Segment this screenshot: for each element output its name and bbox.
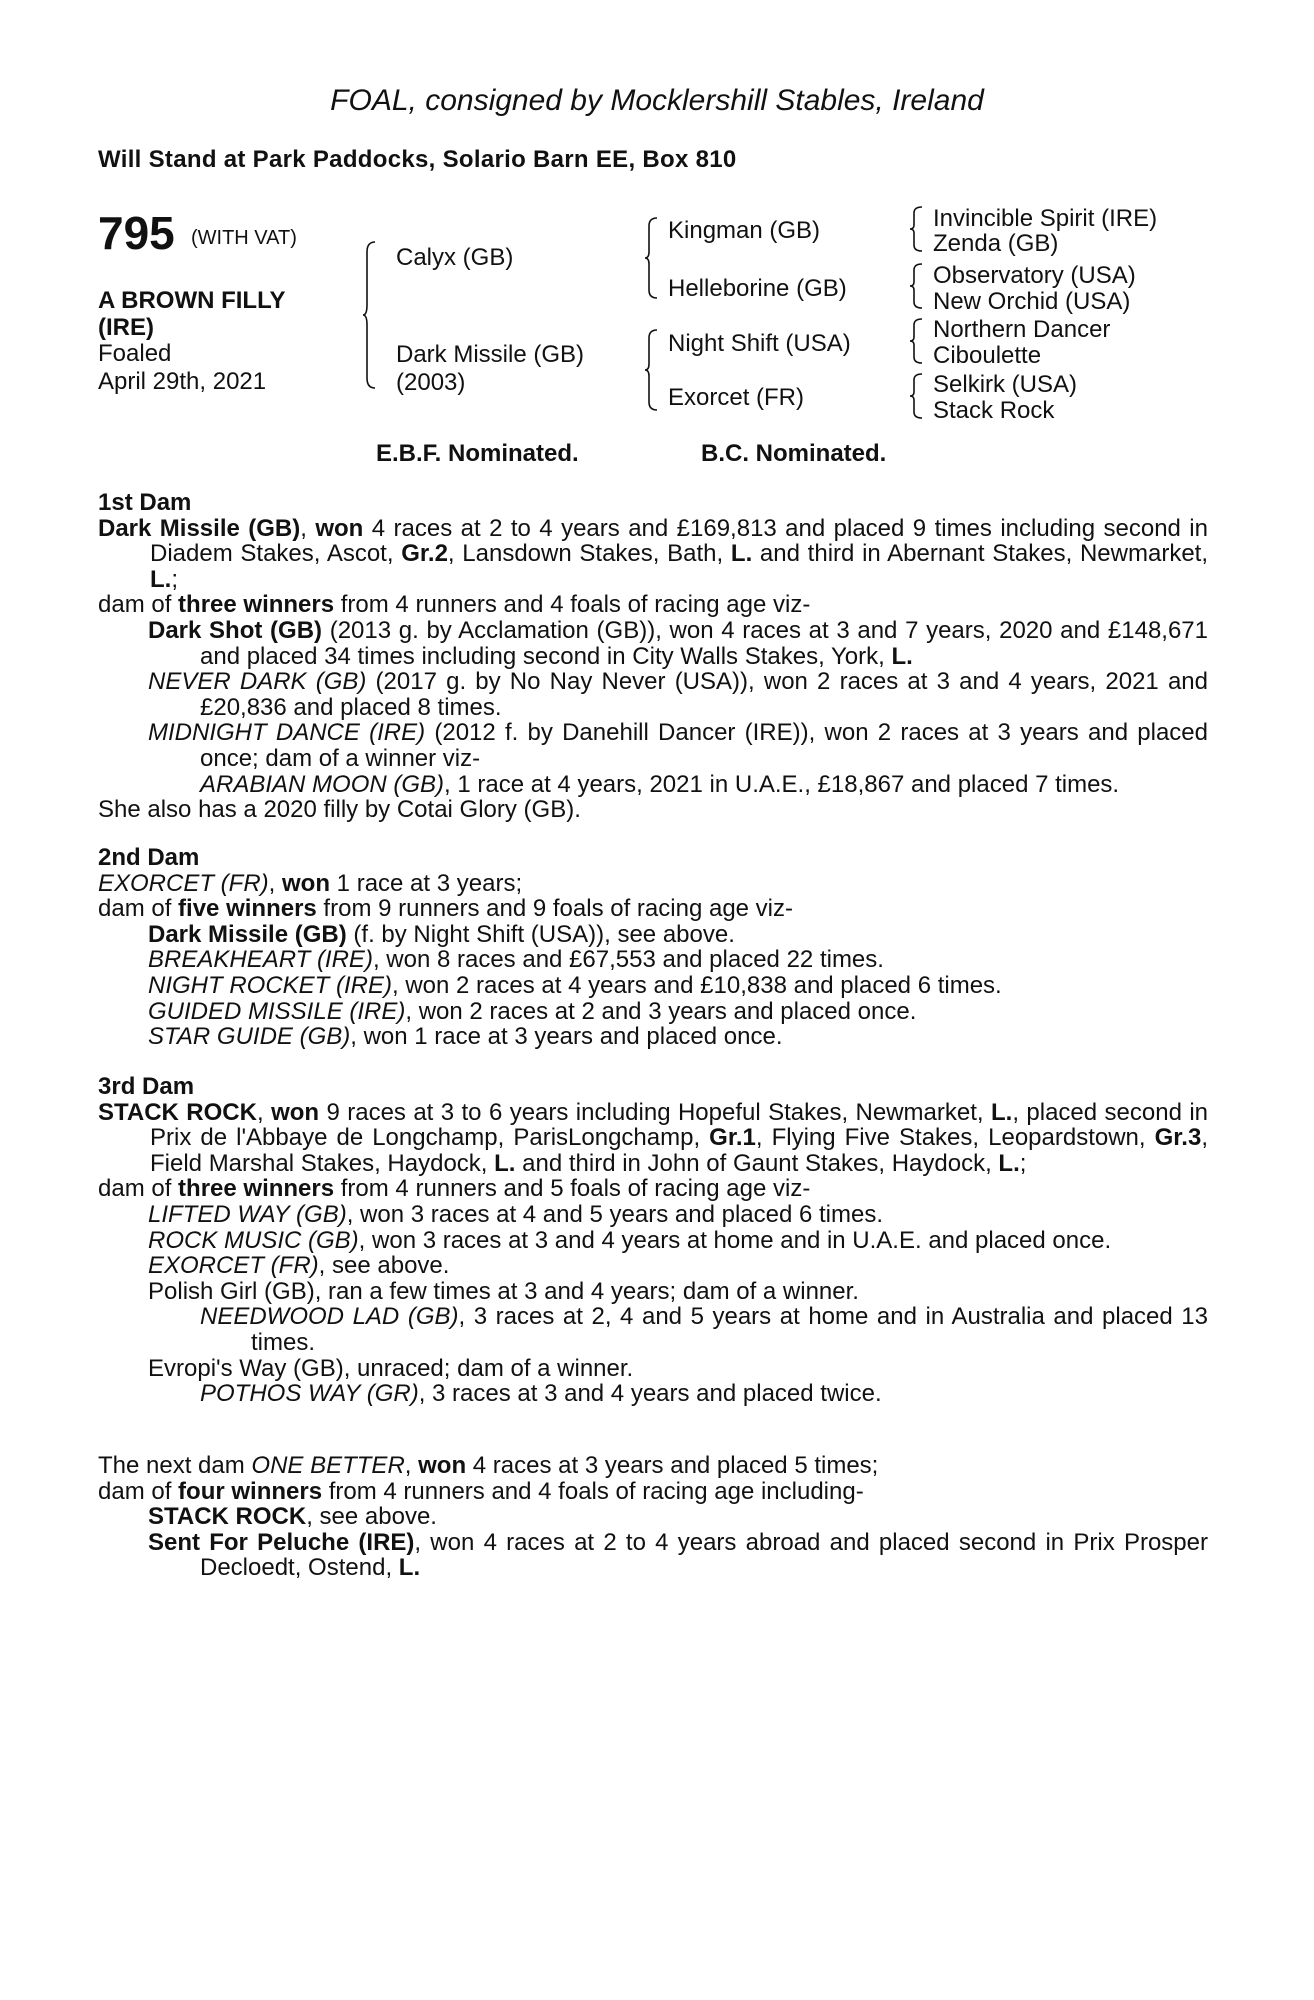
- lot-country: (IRE): [98, 314, 154, 341]
- pedigree-bracket-g4: [910, 372, 924, 420]
- also-note: She also has a 2020 filly by Cotai Glory (GB).: [98, 796, 581, 824]
- pedigree-g1: Invincible Spirit (IRE): [933, 205, 1158, 232]
- produce-item: Dark Missile (GB) (f. by Night Shift (USA)), see above.: [148, 920, 735, 948]
- ebf-nominated: E.B.F. Nominated.: [376, 440, 579, 467]
- pedigree-g6: Ciboulette: [933, 342, 1042, 369]
- produce-item: ARABIAN MOON (GB), 1 race at 4 years, 2021 in U.A.E., £18,867 and placed 7 times.: [200, 770, 1120, 798]
- pedigree-bracket-dam: [645, 328, 659, 412]
- pedigree-g8: Stack Rock: [933, 397, 1055, 424]
- produce-item: NIGHT ROCKET (IRE), won 2 races at 4 years and £10,838 and placed 6 times.: [148, 971, 1002, 999]
- next-dam-section: [98, 1453, 1208, 1581]
- dam-name: Dark Missile (GB): [98, 514, 301, 542]
- produce-item: STAR GUIDE (GB), won 1 race at 3 years and placed once.: [148, 1023, 783, 1051]
- first-dam-section: [98, 490, 1208, 823]
- pedigree-g3: Observatory (USA): [933, 262, 1136, 289]
- produce-summary: dam of three winners from 4 runners and 4 foals of racing age viz-: [98, 591, 811, 619]
- foaled-label: Foaled: [98, 340, 172, 367]
- produce-item: Dark Shot (GB) (2013 g. by Acclamation (GB)), won 4 races at 3 and 7 years, 2020 and £148,671 and placed 34 times including second in City Walls Stakes, York, L.: [148, 616, 1209, 670]
- page-title: FOAL, consigned by Mocklershill Stables, Ireland: [330, 84, 984, 117]
- produce-item: BREAKHEART (IRE), won 8 races and £67,553 and placed 22 times.: [148, 946, 884, 974]
- pedigree-dam-year: (2003): [396, 369, 466, 396]
- produce-item: STACK ROCK, see above.: [148, 1503, 437, 1531]
- lot-description: A BROWN FILLY: [98, 287, 286, 314]
- section-heading: 3rd Dam: [98, 1073, 195, 1100]
- produce-item: Polish Girl (GB), ran a few times at 3 and 4 years; dam of a winner.: [148, 1277, 859, 1305]
- produce-summary: dam of five winners from 9 runners and 9 foals of racing age viz-: [98, 895, 794, 923]
- produce-summary: dam of four winners from 4 runners and 4 foals of racing age including-: [98, 1477, 864, 1505]
- produce-item: NEVER DARK (GB) (2017 g. by No Nay Never (USA)), won 2 races at 3 and 4 years, 2021 and £20,836 and placed 8 times.: [148, 668, 1208, 721]
- section-heading: 1st Dam: [98, 489, 192, 516]
- pedigree-g2: Zenda (GB): [933, 230, 1059, 257]
- produce-item: Sent For Peluche (IRE), won 4 races at 2 to 4 years abroad and placed second in Prix Prosper Decloedt, Ostend, L.: [148, 1528, 1208, 1582]
- bc-nominated: B.C. Nominated.: [701, 440, 887, 467]
- pedigree-sire-sire: Kingman (GB): [668, 217, 821, 244]
- dam-record: The next dam ONE BETTER, won 4 races at 3 years and placed 5 times;: [98, 1452, 879, 1479]
- pedigree-bracket-sire: [645, 216, 659, 300]
- second-dam-section: [98, 845, 1208, 1050]
- section-heading: 2nd Dam: [98, 844, 200, 871]
- produce-item: GUIDED MISSILE (IRE), won 2 races at 2 and 3 years and placed once.: [148, 997, 917, 1025]
- pedigree-dam-sire: Night Shift (USA): [668, 330, 851, 357]
- pedigree-bracket-g2: [910, 262, 924, 310]
- pedigree-dam-dam: Exorcet (FR): [668, 384, 805, 411]
- pedigree-g5: Northern Dancer: [933, 316, 1111, 343]
- vat-note: (WITH VAT): [191, 227, 297, 249]
- pedigree-g4: New Orchid (USA): [933, 288, 1131, 315]
- pedigree-sire-dam: Helleborine (GB): [668, 275, 847, 302]
- lot-number: 795: [98, 207, 175, 259]
- pedigree-bracket-main: [363, 240, 377, 390]
- produce-item: POTHOS WAY (GR), 3 races at 3 and 4 years and placed twice.: [200, 1380, 882, 1408]
- third-dam-section: [98, 1074, 1208, 1407]
- produce-item: MIDNIGHT DANCE (IRE) (2012 f. by Danehill Dancer (IRE)), won 2 races at 3 years and placed once; dam of a winner viz-: [148, 719, 1208, 772]
- stand-location: Will Stand at Park Paddocks, Solario Barn EE, Box 810: [98, 146, 737, 173]
- pedigree-bracket-g3: [910, 317, 924, 365]
- pedigree-g7: Selkirk (USA): [933, 371, 1078, 398]
- pedigree-sire: Calyx (GB): [396, 244, 514, 271]
- dam-record: EXORCET (FR), won 1 race at 3 years;: [98, 869, 523, 897]
- pedigree-bracket-g1: [910, 205, 924, 253]
- produce-item: EXORCET (FR), see above.: [148, 1252, 450, 1280]
- pedigree-dam: Dark Missile (GB): [396, 341, 585, 368]
- foaling-date: April 29th, 2021: [98, 368, 267, 395]
- produce-item: NEEDWOOD LAD (GB), 3 races at 2, 4 and 5 years at home and in Australia and placed 13 times.: [200, 1303, 1208, 1356]
- produce-item: ROCK MUSIC (GB), won 3 races at 3 and 4 years at home and in U.A.E. and placed once.: [148, 1226, 1112, 1254]
- produce-item: LIFTED WAY (GB), won 3 races at 4 and 5 years and placed 6 times.: [148, 1200, 884, 1228]
- produce-summary: dam of three winners from 4 runners and 5 foals of racing age viz-: [98, 1175, 811, 1203]
- dam-record: Dark Missile (GB), won 4 races at 2 to 4 years and £169,813 and placed 9 times including second in Diadem Stakes, Ascot, Gr.2, Lansdown Stakes, Bath, L. and third in Abernant Stakes, Newmarket, L.;: [98, 514, 1209, 593]
- dam-record: STACK ROCK, won 9 races at 3 to 6 years including Hopeful Stakes, Newmarket, L., placed second in Prix de l'Abbaye de Longchamp, ParisLongchamp, Gr.1, Flying Five Stakes, Leopardstown, Gr.3, Field Marshal Stakes, Haydock, L. and third in John of Gaunt Stakes, Haydock, L.;: [98, 1098, 1209, 1177]
- produce-item: Evropi's Way (GB), unraced; dam of a winner.: [148, 1354, 634, 1382]
